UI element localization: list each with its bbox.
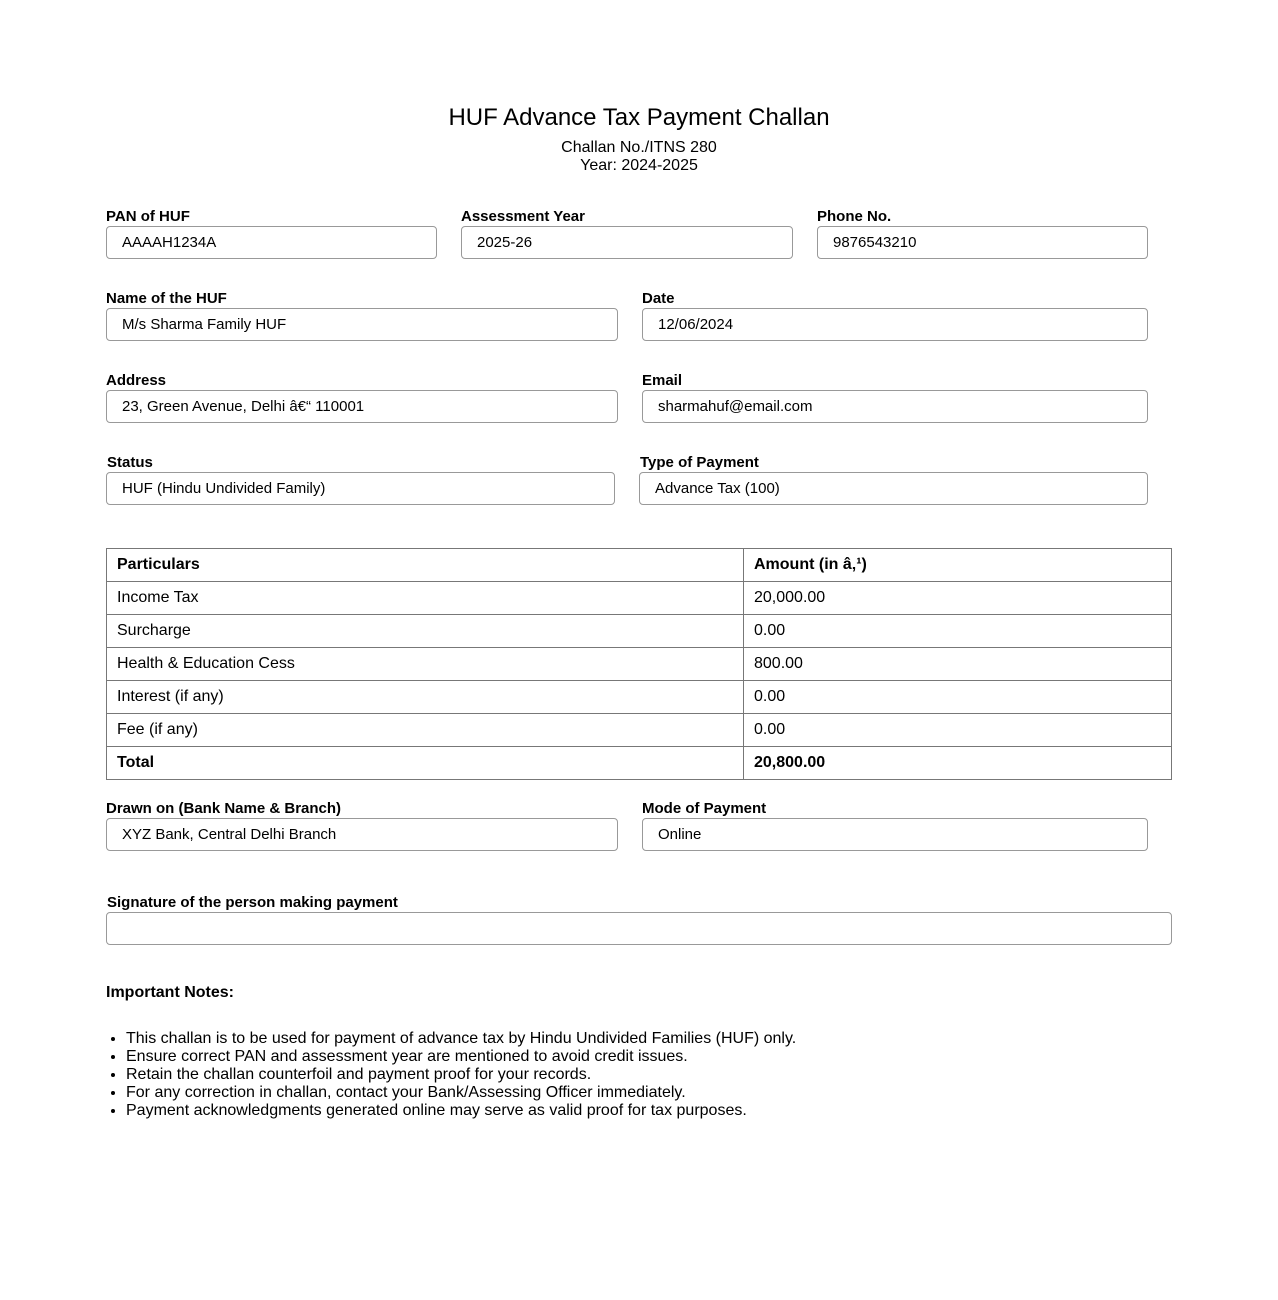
particular-cell: Fee (if any) (107, 714, 744, 747)
phone-field-group (817, 208, 1148, 259)
signature-input[interactable] (106, 912, 1172, 945)
list-item: • Retain the challan counterfoil and payment proof for your records. (126, 1066, 796, 1084)
notes-list (106, 1030, 796, 1120)
total-row (107, 747, 1172, 780)
list-item: • Ensure correct PAN and assessment year are mentioned to avoid credit issues. (126, 1048, 796, 1066)
bank-label: Drawn on (Bank Name & Branch) (106, 800, 342, 817)
amount-cell: 0.00 (744, 615, 1172, 648)
huf-name-field-group (106, 290, 618, 341)
date-input[interactable]: 12/06/2024 (642, 308, 1148, 341)
address-label: Address (106, 372, 167, 389)
table-header-row (107, 549, 1172, 582)
column-header-particulars: Particulars (107, 549, 744, 582)
status-label: Status (107, 454, 153, 471)
status-input[interactable]: HUF (Hindu Undivided Family) (106, 472, 615, 505)
table-row (107, 648, 1172, 681)
charges-table (106, 548, 1172, 780)
pan-input[interactable]: AAAAH1234A (106, 226, 437, 259)
address-field-group (106, 372, 618, 423)
phone-input[interactable]: 9876543210 (817, 226, 1148, 259)
address-input[interactable]: 23, Green Avenue, Delhi â€“ 110001 (106, 390, 618, 423)
amount-cell: 0.00 (744, 714, 1172, 747)
payment-type-field-group (639, 454, 1148, 505)
page-title: HUF Advance Tax Payment Challan (448, 104, 830, 131)
particular-cell: Health & Education Cess (107, 648, 744, 681)
column-header-amount: Amount (in â‚¹) (744, 549, 1172, 582)
total-amount: 20,800.00 (744, 747, 1172, 780)
table-row (107, 714, 1172, 747)
particular-cell: Interest (if any) (107, 681, 744, 714)
bank-field-group (106, 800, 618, 851)
pan-label: PAN of HUF (106, 208, 190, 225)
list-item: • Payment acknowledgments generated online may serve as valid proof for tax purposes. (126, 1102, 796, 1120)
table-row (107, 615, 1172, 648)
financial-year: Year: 2024-2025 (580, 157, 698, 174)
email-field-group (642, 372, 1148, 423)
amount-cell: 0.00 (744, 681, 1172, 714)
amount-cell: 800.00 (744, 648, 1172, 681)
amount-cell: 20,000.00 (744, 582, 1172, 615)
assessment-year-label: Assessment Year (461, 208, 585, 225)
table-row (107, 681, 1172, 714)
payment-mode-label: Mode of Payment (642, 800, 767, 817)
status-field-group (106, 454, 615, 505)
list-item: • For any correction in challan, contact your Bank/Assessing Officer immediately. (126, 1084, 796, 1102)
payment-type-label: Type of Payment (640, 454, 759, 471)
payment-mode-input[interactable]: Online (642, 818, 1148, 851)
date-label: Date (642, 290, 675, 307)
particular-cell: Income Tax (107, 582, 744, 615)
pan-field-group (106, 208, 437, 259)
huf-name-input[interactable]: M/s Sharma Family HUF (106, 308, 618, 341)
date-field-group (642, 290, 1148, 341)
challan-number: Challan No./ITNS 280 (561, 139, 717, 156)
payment-mode-field-group (642, 800, 1148, 851)
notes-heading: Important Notes: (106, 984, 234, 1001)
assessment-year-input[interactable]: 2025-26 (461, 226, 793, 259)
email-input[interactable]: sharmahuf@email.com (642, 390, 1148, 423)
total-label: Total (107, 747, 744, 780)
payment-type-input[interactable]: Advance Tax (100) (639, 472, 1148, 505)
phone-label: Phone No. (817, 208, 892, 225)
table-row (107, 582, 1172, 615)
email-label: Email (642, 372, 683, 389)
huf-name-label: Name of the HUF (106, 290, 227, 307)
list-item: • This challan is to be used for payment of advance tax by Hindu Undivided Families (HUF) only. (126, 1030, 796, 1048)
signature-label: Signature of the person making payment (107, 894, 398, 911)
particular-cell: Surcharge (107, 615, 744, 648)
bank-input[interactable]: XYZ Bank, Central Delhi Branch (106, 818, 618, 851)
assessment-year-field-group (461, 208, 793, 259)
signature-field-group (106, 894, 1172, 945)
